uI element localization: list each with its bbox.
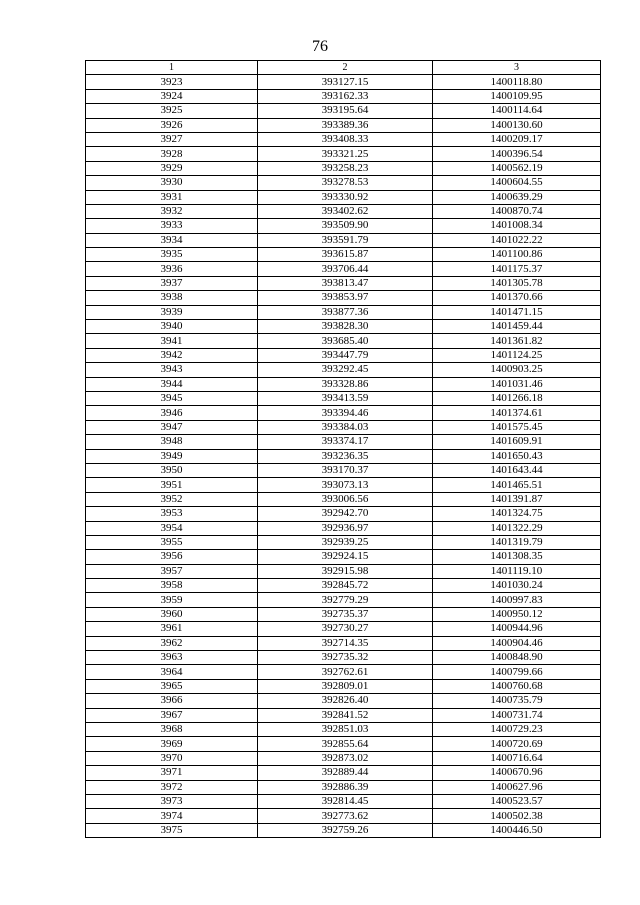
x-coordinate-cell: 393394.46 <box>258 406 433 420</box>
point-number-cell: 3937 <box>86 276 258 290</box>
table-row <box>86 147 601 161</box>
table-row <box>86 636 601 650</box>
y-coordinate-cell: 1400904.46 <box>433 636 601 650</box>
page-number: 76 <box>312 38 328 55</box>
table-row <box>86 348 601 362</box>
x-coordinate-cell: 393374.17 <box>258 435 433 449</box>
point-number-cell: 3934 <box>86 233 258 247</box>
point-number-cell: 3965 <box>86 679 258 693</box>
point-number-cell: 3936 <box>86 262 258 276</box>
point-number-cell: 3945 <box>86 391 258 405</box>
x-coordinate-cell: 393828.30 <box>258 320 433 334</box>
y-coordinate-cell: 1400720.69 <box>433 737 601 751</box>
table-row <box>86 651 601 665</box>
point-number-cell: 3938 <box>86 291 258 305</box>
table-row <box>86 190 601 204</box>
y-coordinate-cell: 1400735.79 <box>433 694 601 708</box>
point-number-cell: 3963 <box>86 651 258 665</box>
point-number-cell: 3957 <box>86 564 258 578</box>
table-row <box>86 564 601 578</box>
x-coordinate-cell: 393591.79 <box>258 233 433 247</box>
x-coordinate-cell: 393127.15 <box>258 75 433 89</box>
x-coordinate-cell: 392924.15 <box>258 550 433 564</box>
table-row <box>86 737 601 751</box>
table-row <box>86 176 601 190</box>
point-number-cell: 3943 <box>86 363 258 377</box>
x-coordinate-cell: 392915.98 <box>258 564 433 578</box>
table-row <box>86 132 601 146</box>
point-number-cell: 3927 <box>86 132 258 146</box>
column-header-3: 3 <box>433 61 601 75</box>
x-coordinate-cell: 393236.35 <box>258 449 433 463</box>
coordinates-table <box>85 60 601 838</box>
point-number-cell: 3961 <box>86 622 258 636</box>
y-coordinate-cell: 1400848.90 <box>433 651 601 665</box>
table-header <box>86 61 601 75</box>
table-row <box>86 406 601 420</box>
x-coordinate-cell: 393402.62 <box>258 204 433 218</box>
y-coordinate-cell: 1401100.86 <box>433 248 601 262</box>
y-coordinate-cell: 1401609.91 <box>433 435 601 449</box>
x-coordinate-cell: 392762.61 <box>258 665 433 679</box>
point-number-cell: 3949 <box>86 449 258 463</box>
point-number-cell: 3947 <box>86 420 258 434</box>
table-row <box>86 435 601 449</box>
point-number-cell: 3940 <box>86 320 258 334</box>
x-coordinate-cell: 392809.01 <box>258 679 433 693</box>
table-row <box>86 291 601 305</box>
x-coordinate-cell: 393384.03 <box>258 420 433 434</box>
y-coordinate-cell: 1400396.54 <box>433 147 601 161</box>
table-row <box>86 751 601 765</box>
column-header-1: 1 <box>86 61 258 75</box>
y-coordinate-cell: 1400799.66 <box>433 665 601 679</box>
x-coordinate-cell: 392730.27 <box>258 622 433 636</box>
table-row <box>86 535 601 549</box>
table-row <box>86 679 601 693</box>
point-number-cell: 3956 <box>86 550 258 564</box>
x-coordinate-cell: 392826.40 <box>258 694 433 708</box>
point-number-cell: 3951 <box>86 478 258 492</box>
x-coordinate-cell: 393408.33 <box>258 132 433 146</box>
point-number-cell: 3935 <box>86 248 258 262</box>
table-row <box>86 694 601 708</box>
y-coordinate-cell: 1400130.60 <box>433 118 601 132</box>
y-coordinate-cell: 1400870.74 <box>433 204 601 218</box>
y-coordinate-cell: 1401119.10 <box>433 564 601 578</box>
point-number-cell: 3958 <box>86 579 258 593</box>
y-coordinate-cell: 1401643.44 <box>433 463 601 477</box>
table-row <box>86 809 601 823</box>
y-coordinate-cell: 1401305.78 <box>433 276 601 290</box>
table-row <box>86 363 601 377</box>
point-number-cell: 3931 <box>86 190 258 204</box>
y-coordinate-cell: 1401175.37 <box>433 262 601 276</box>
x-coordinate-cell: 392773.62 <box>258 809 433 823</box>
point-number-cell: 3960 <box>86 607 258 621</box>
x-coordinate-cell: 393413.59 <box>258 391 433 405</box>
point-number-cell: 3942 <box>86 348 258 362</box>
y-coordinate-cell: 1401370.66 <box>433 291 601 305</box>
table-row <box>86 722 601 736</box>
x-coordinate-cell: 393389.36 <box>258 118 433 132</box>
point-number-cell: 3967 <box>86 708 258 722</box>
point-number-cell: 3971 <box>86 766 258 780</box>
x-coordinate-cell: 392886.39 <box>258 780 433 794</box>
point-number-cell: 3974 <box>86 809 258 823</box>
point-number-cell: 3950 <box>86 463 258 477</box>
table-row <box>86 823 601 837</box>
table-row <box>86 463 601 477</box>
x-coordinate-cell: 392735.32 <box>258 651 433 665</box>
table-row <box>86 204 601 218</box>
x-coordinate-cell: 393706.44 <box>258 262 433 276</box>
x-coordinate-cell: 392942.70 <box>258 507 433 521</box>
y-coordinate-cell: 1400729.23 <box>433 722 601 736</box>
x-coordinate-cell: 392714.35 <box>258 636 433 650</box>
point-number-cell: 3972 <box>86 780 258 794</box>
table-row <box>86 780 601 794</box>
table-row <box>86 794 601 808</box>
y-coordinate-cell: 1400562.19 <box>433 161 601 175</box>
point-number-cell: 3959 <box>86 593 258 607</box>
table-row <box>86 593 601 607</box>
x-coordinate-cell: 393195.64 <box>258 104 433 118</box>
point-number-cell: 3929 <box>86 161 258 175</box>
y-coordinate-cell: 1401391.87 <box>433 492 601 506</box>
y-coordinate-cell: 1400209.17 <box>433 132 601 146</box>
y-coordinate-cell: 1400446.50 <box>433 823 601 837</box>
x-coordinate-cell: 393615.87 <box>258 248 433 262</box>
y-coordinate-cell: 1401030.24 <box>433 579 601 593</box>
table-row <box>86 478 601 492</box>
y-coordinate-cell: 1400627.96 <box>433 780 601 794</box>
table-row <box>86 665 601 679</box>
table-row <box>86 507 601 521</box>
table-row <box>86 550 601 564</box>
y-coordinate-cell: 1401650.43 <box>433 449 601 463</box>
x-coordinate-cell: 393321.25 <box>258 147 433 161</box>
x-coordinate-cell: 392873.02 <box>258 751 433 765</box>
point-number-cell: 3946 <box>86 406 258 420</box>
point-number-cell: 3930 <box>86 176 258 190</box>
point-number-cell: 3924 <box>86 89 258 103</box>
x-coordinate-cell: 392851.03 <box>258 722 433 736</box>
table-row <box>86 233 601 247</box>
y-coordinate-cell: 1401575.45 <box>433 420 601 434</box>
x-coordinate-cell: 393258.23 <box>258 161 433 175</box>
x-coordinate-cell: 392889.44 <box>258 766 433 780</box>
y-coordinate-cell: 1401324.75 <box>433 507 601 521</box>
y-coordinate-cell: 1400944.96 <box>433 622 601 636</box>
table-row <box>86 248 601 262</box>
y-coordinate-cell: 1401266.18 <box>433 391 601 405</box>
x-coordinate-cell: 393877.36 <box>258 305 433 319</box>
y-coordinate-cell: 1400903.25 <box>433 363 601 377</box>
x-coordinate-cell: 392939.25 <box>258 535 433 549</box>
x-coordinate-cell: 393328.86 <box>258 377 433 391</box>
y-coordinate-cell: 1400502.38 <box>433 809 601 823</box>
y-coordinate-cell: 1401008.34 <box>433 219 601 233</box>
y-coordinate-cell: 1401031.46 <box>433 377 601 391</box>
point-number-cell: 3952 <box>86 492 258 506</box>
y-coordinate-cell: 1401124.25 <box>433 348 601 362</box>
x-coordinate-cell: 392845.72 <box>258 579 433 593</box>
x-coordinate-cell: 393006.56 <box>258 492 433 506</box>
y-coordinate-cell: 1401361.82 <box>433 334 601 348</box>
y-coordinate-cell: 1401022.22 <box>433 233 601 247</box>
point-number-cell: 3926 <box>86 118 258 132</box>
table-row <box>86 161 601 175</box>
x-coordinate-cell: 392735.37 <box>258 607 433 621</box>
table-row <box>86 262 601 276</box>
point-number-cell: 3933 <box>86 219 258 233</box>
table-row <box>86 708 601 722</box>
x-coordinate-cell: 393853.97 <box>258 291 433 305</box>
x-coordinate-cell: 392841.52 <box>258 708 433 722</box>
point-number-cell: 3944 <box>86 377 258 391</box>
y-coordinate-cell: 1400731.74 <box>433 708 601 722</box>
x-coordinate-cell: 392814.45 <box>258 794 433 808</box>
header-row <box>86 61 601 75</box>
x-coordinate-cell: 393447.79 <box>258 348 433 362</box>
y-coordinate-cell: 1401308.35 <box>433 550 601 564</box>
point-number-cell: 3948 <box>86 435 258 449</box>
table-row <box>86 118 601 132</box>
point-number-cell: 3966 <box>86 694 258 708</box>
point-number-cell: 3970 <box>86 751 258 765</box>
table-row <box>86 89 601 103</box>
x-coordinate-cell: 393162.33 <box>258 89 433 103</box>
point-number-cell: 3954 <box>86 521 258 535</box>
point-number-cell: 3941 <box>86 334 258 348</box>
x-coordinate-cell: 392936.97 <box>258 521 433 535</box>
y-coordinate-cell: 1401319.79 <box>433 535 601 549</box>
table-row <box>86 305 601 319</box>
y-coordinate-cell: 1400604.55 <box>433 176 601 190</box>
y-coordinate-cell: 1400639.29 <box>433 190 601 204</box>
x-coordinate-cell: 393813.47 <box>258 276 433 290</box>
table-row <box>86 579 601 593</box>
table-row <box>86 766 601 780</box>
table-row <box>86 377 601 391</box>
x-coordinate-cell: 393073.13 <box>258 478 433 492</box>
table-row <box>86 492 601 506</box>
y-coordinate-cell: 1400114.64 <box>433 104 601 118</box>
y-coordinate-cell: 1400670.96 <box>433 766 601 780</box>
x-coordinate-cell: 392759.26 <box>258 823 433 837</box>
y-coordinate-cell: 1400716.64 <box>433 751 601 765</box>
y-coordinate-cell: 1401459.44 <box>433 320 601 334</box>
point-number-cell: 3953 <box>86 507 258 521</box>
table-row <box>86 75 601 89</box>
y-coordinate-cell: 1401322.29 <box>433 521 601 535</box>
table-row <box>86 334 601 348</box>
y-coordinate-cell: 1400118.80 <box>433 75 601 89</box>
y-coordinate-cell: 1401374.61 <box>433 406 601 420</box>
point-number-cell: 3975 <box>86 823 258 837</box>
x-coordinate-cell: 393685.40 <box>258 334 433 348</box>
point-number-cell: 3925 <box>86 104 258 118</box>
table-row <box>86 449 601 463</box>
point-number-cell: 3969 <box>86 737 258 751</box>
table-row <box>86 104 601 118</box>
y-coordinate-cell: 1400109.95 <box>433 89 601 103</box>
table-body <box>86 75 601 838</box>
table-row <box>86 607 601 621</box>
y-coordinate-cell: 1400997.83 <box>433 593 601 607</box>
x-coordinate-cell: 392779.29 <box>258 593 433 607</box>
table-row <box>86 219 601 233</box>
y-coordinate-cell: 1400950.12 <box>433 607 601 621</box>
point-number-cell: 3932 <box>86 204 258 218</box>
y-coordinate-cell: 1401465.51 <box>433 478 601 492</box>
x-coordinate-cell: 392855.64 <box>258 737 433 751</box>
table-row <box>86 420 601 434</box>
point-number-cell: 3923 <box>86 75 258 89</box>
table-row <box>86 320 601 334</box>
point-number-cell: 3973 <box>86 794 258 808</box>
x-coordinate-cell: 393170.37 <box>258 463 433 477</box>
y-coordinate-cell: 1401471.15 <box>433 305 601 319</box>
point-number-cell: 3962 <box>86 636 258 650</box>
table-row <box>86 276 601 290</box>
y-coordinate-cell: 1400523.57 <box>433 794 601 808</box>
x-coordinate-cell: 393292.45 <box>258 363 433 377</box>
point-number-cell: 3928 <box>86 147 258 161</box>
x-coordinate-cell: 393278.53 <box>258 176 433 190</box>
column-header-2: 2 <box>258 61 433 75</box>
x-coordinate-cell: 393330.92 <box>258 190 433 204</box>
table-row <box>86 391 601 405</box>
point-number-cell: 3968 <box>86 722 258 736</box>
table-row <box>86 521 601 535</box>
y-coordinate-cell: 1400760.68 <box>433 679 601 693</box>
point-number-cell: 3955 <box>86 535 258 549</box>
point-number-cell: 3939 <box>86 305 258 319</box>
x-coordinate-cell: 393509.90 <box>258 219 433 233</box>
point-number-cell: 3964 <box>86 665 258 679</box>
table-row <box>86 622 601 636</box>
